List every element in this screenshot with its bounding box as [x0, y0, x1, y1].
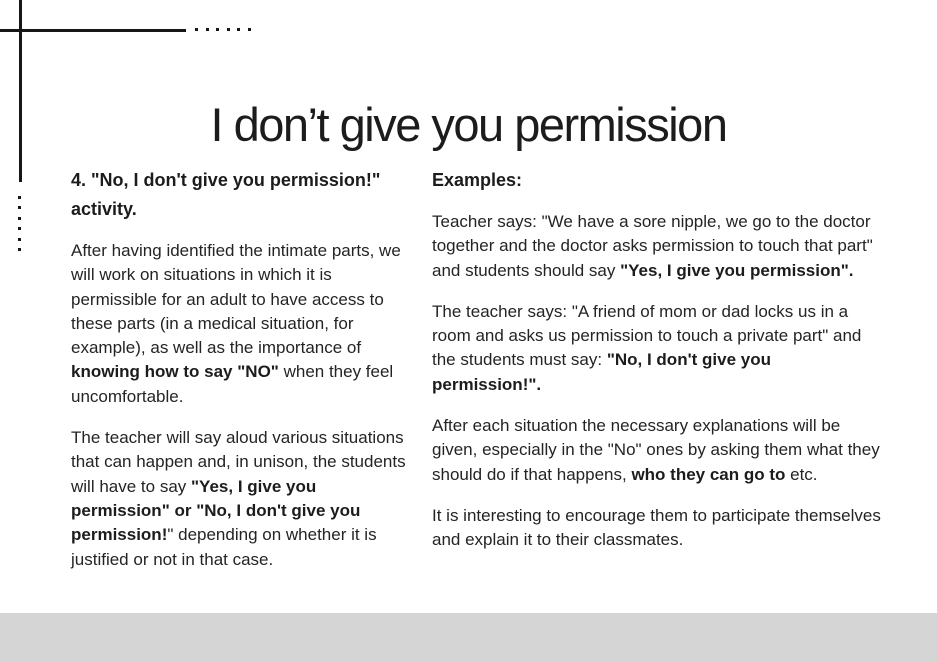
bold-text-segment: "Yes, I give you permission" or "No, I don't give you permission! — [71, 476, 361, 545]
footer-bar — [0, 613, 937, 662]
dot — [237, 28, 240, 31]
slide-title: I don’t give you permission — [210, 98, 727, 152]
right-column-paragraphs — [432, 210, 884, 553]
text-segment: " depending on whether it is justified or not in that case. — [71, 525, 377, 569]
bold-text-segment: "Yes, I give you permission". — [620, 260, 854, 280]
paragraph — [432, 414, 884, 487]
dot — [206, 28, 209, 31]
bold-text-segment: who they can go to — [631, 464, 786, 484]
text-segment: After each situation the necessary explanations will be given, especially in the "No" ones by asking them what they should do if that happens, — [432, 416, 880, 484]
dot — [216, 28, 219, 31]
left-column-heading: 4. "No, I don't give you permission!" activity. — [71, 170, 381, 219]
dot — [195, 28, 198, 31]
dot — [18, 196, 21, 199]
dot — [18, 248, 21, 251]
paragraph — [432, 210, 884, 283]
text-segment: After having identified the intimate parts, we will work on situations in which it is permissible for an adult to have access to these parts (in a medical situation, for example), as well as the importance of — [71, 241, 401, 358]
paragraph — [432, 300, 884, 397]
bold-text-segment: knowing how to say "NO" — [71, 362, 279, 382]
text-segment: Teacher says: "We have a sore nipple, we go to the doctor together and the doctor asks permission to touch that part" and students should say — [432, 212, 873, 280]
dot — [18, 227, 21, 230]
dot — [248, 28, 251, 31]
text-segment: etc. — [785, 464, 818, 484]
dot — [18, 238, 21, 241]
vertical-accent-line — [19, 0, 22, 182]
text-segment: The teacher will say aloud various situations that can happen and, in unison, the students will have to say — [71, 428, 406, 496]
dot — [18, 206, 21, 209]
dot — [227, 28, 230, 31]
text-segment: The teacher says: "A friend of mom or dad locks us in a room and asks us permission to touch a private part" and the students must say: — [432, 301, 862, 370]
right-column — [432, 166, 884, 570]
text-segment: It is interesting to encourage them to participate themselves and explain it to their classmates. — [432, 505, 881, 550]
left-column — [71, 166, 413, 589]
dotted-line-vertical — [18, 196, 21, 251]
paragraph — [71, 239, 413, 409]
right-column-heading: Examples: — [432, 170, 523, 190]
dotted-line-horizontal — [195, 28, 251, 31]
dot — [18, 217, 21, 220]
left-column-paragraphs — [71, 239, 413, 572]
paragraph — [432, 504, 884, 553]
horizontal-accent-line — [0, 29, 186, 32]
bold-text-segment: "No, I don't give you permission!". — [432, 350, 771, 394]
text-segment: when they feel uncomfortable. — [71, 362, 394, 406]
paragraph — [71, 426, 413, 572]
